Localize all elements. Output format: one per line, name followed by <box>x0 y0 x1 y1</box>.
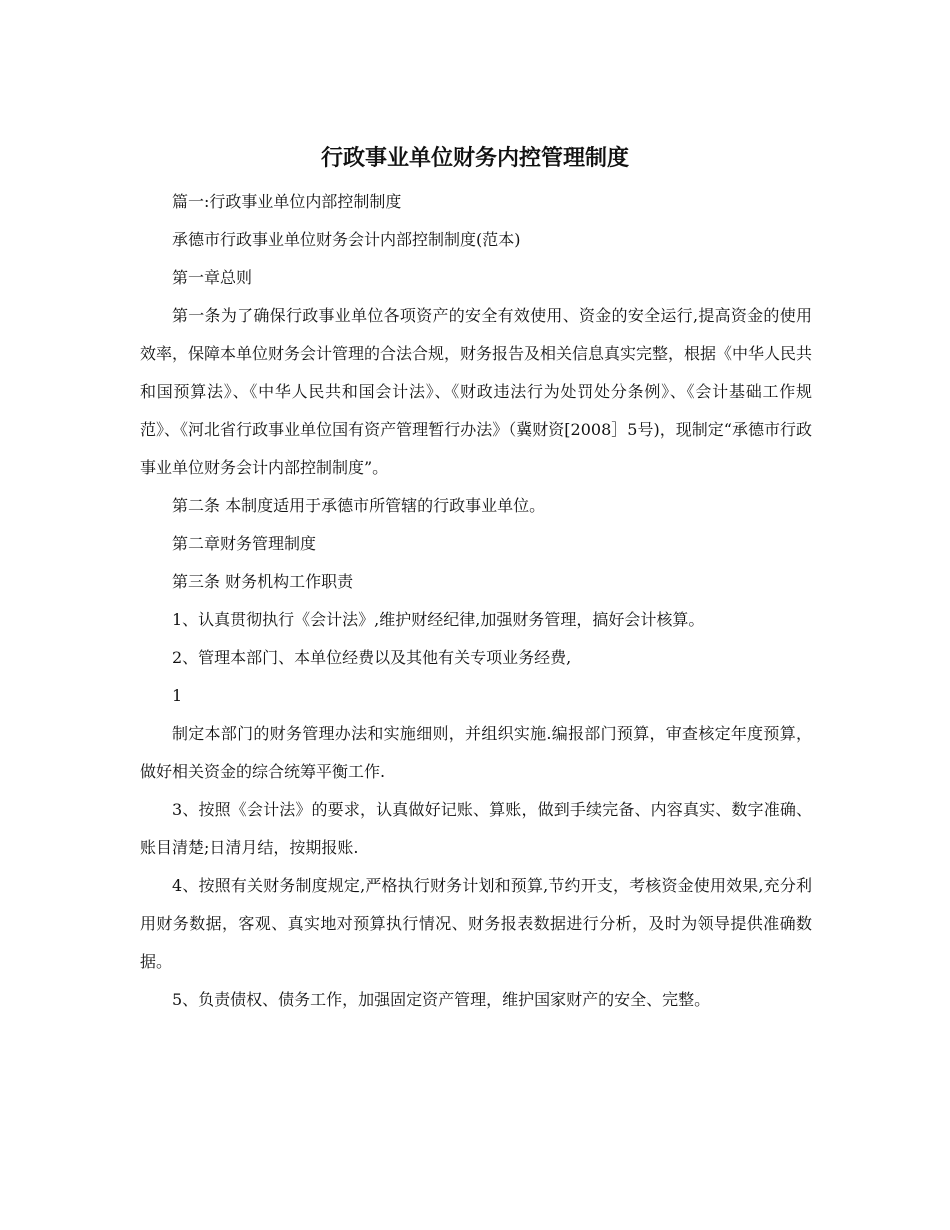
paragraph-article-2: 第二条 本制度适用于承德市所管辖的行政事业单位。 <box>172 496 546 515</box>
document-title: 行政事业单位财务内控管理制度 <box>320 145 629 171</box>
paragraph-section-heading: 篇一:行政事业单位内部控制制度 <box>172 192 402 211</box>
document-body <box>140 183 812 1019</box>
paragraph-item-2-continued: 制定本部门的财务管理办法和实施细则，并组织实施.编报部门预算，审查核定年度预算，做好相关资金的综合统筹平衡工作. <box>140 724 812 781</box>
paragraph-item-4: 4、按照有关财务制度规定,严格执行财务计划和预算,节约开支，考核资金使用效果,充分利用财务数据，客观、真实地对预算执行情况、财务报表数据进行分析，及时为领导提供准确数据。 <box>140 876 812 971</box>
paragraph-chapter-2-heading: 第二章财务管理制度 <box>172 534 317 553</box>
paragraph-subtitle: 承德市行政事业单位财务会计内部控制制度(范本) <box>172 230 521 249</box>
paragraph-chapter-1-heading: 第一章总则 <box>172 268 253 287</box>
page-number: 1 <box>172 686 183 705</box>
paragraph-article-1: 第一条为了确保行政事业单位各项资产的安全有效使用、资金的安全运行,提高资金的使用效率，保障本单位财务会计管理的合法合规，财务报告及相关信息真实完整，根据《中华人民共和国预算法》、《中华人民共和国会计法》、《财政违法行为处罚处分条例》、《会计基础工作规范》、《河北省行政事业单位国有资产管理暂行办法》（冀财资[2008］5号)，现制定“承德市行政事业单位财务会计内部控制制度”。 <box>140 306 813 477</box>
paragraph-article-3: 第三条 财务机构工作职责 <box>172 572 354 591</box>
paragraph-item-2: 2、管理本部门、本单位经费以及其他有关专项业务经费, <box>172 648 572 667</box>
paragraph-item-3: 3、按照《会计法》的要求，认真做好记账、算账，做到手续完备、内容真实、数字准确、账目清楚;日清月结，按期报账. <box>140 800 812 857</box>
paragraph-item-5: 5、负责债权、债务工作，加强固定资产管理，维护国家财产的安全、完整。 <box>172 990 711 1009</box>
paragraph-item-1: 1、认真贯彻执行《会计法》,维护财经纪律,加强财务管理，搞好会计核算。 <box>172 610 705 629</box>
